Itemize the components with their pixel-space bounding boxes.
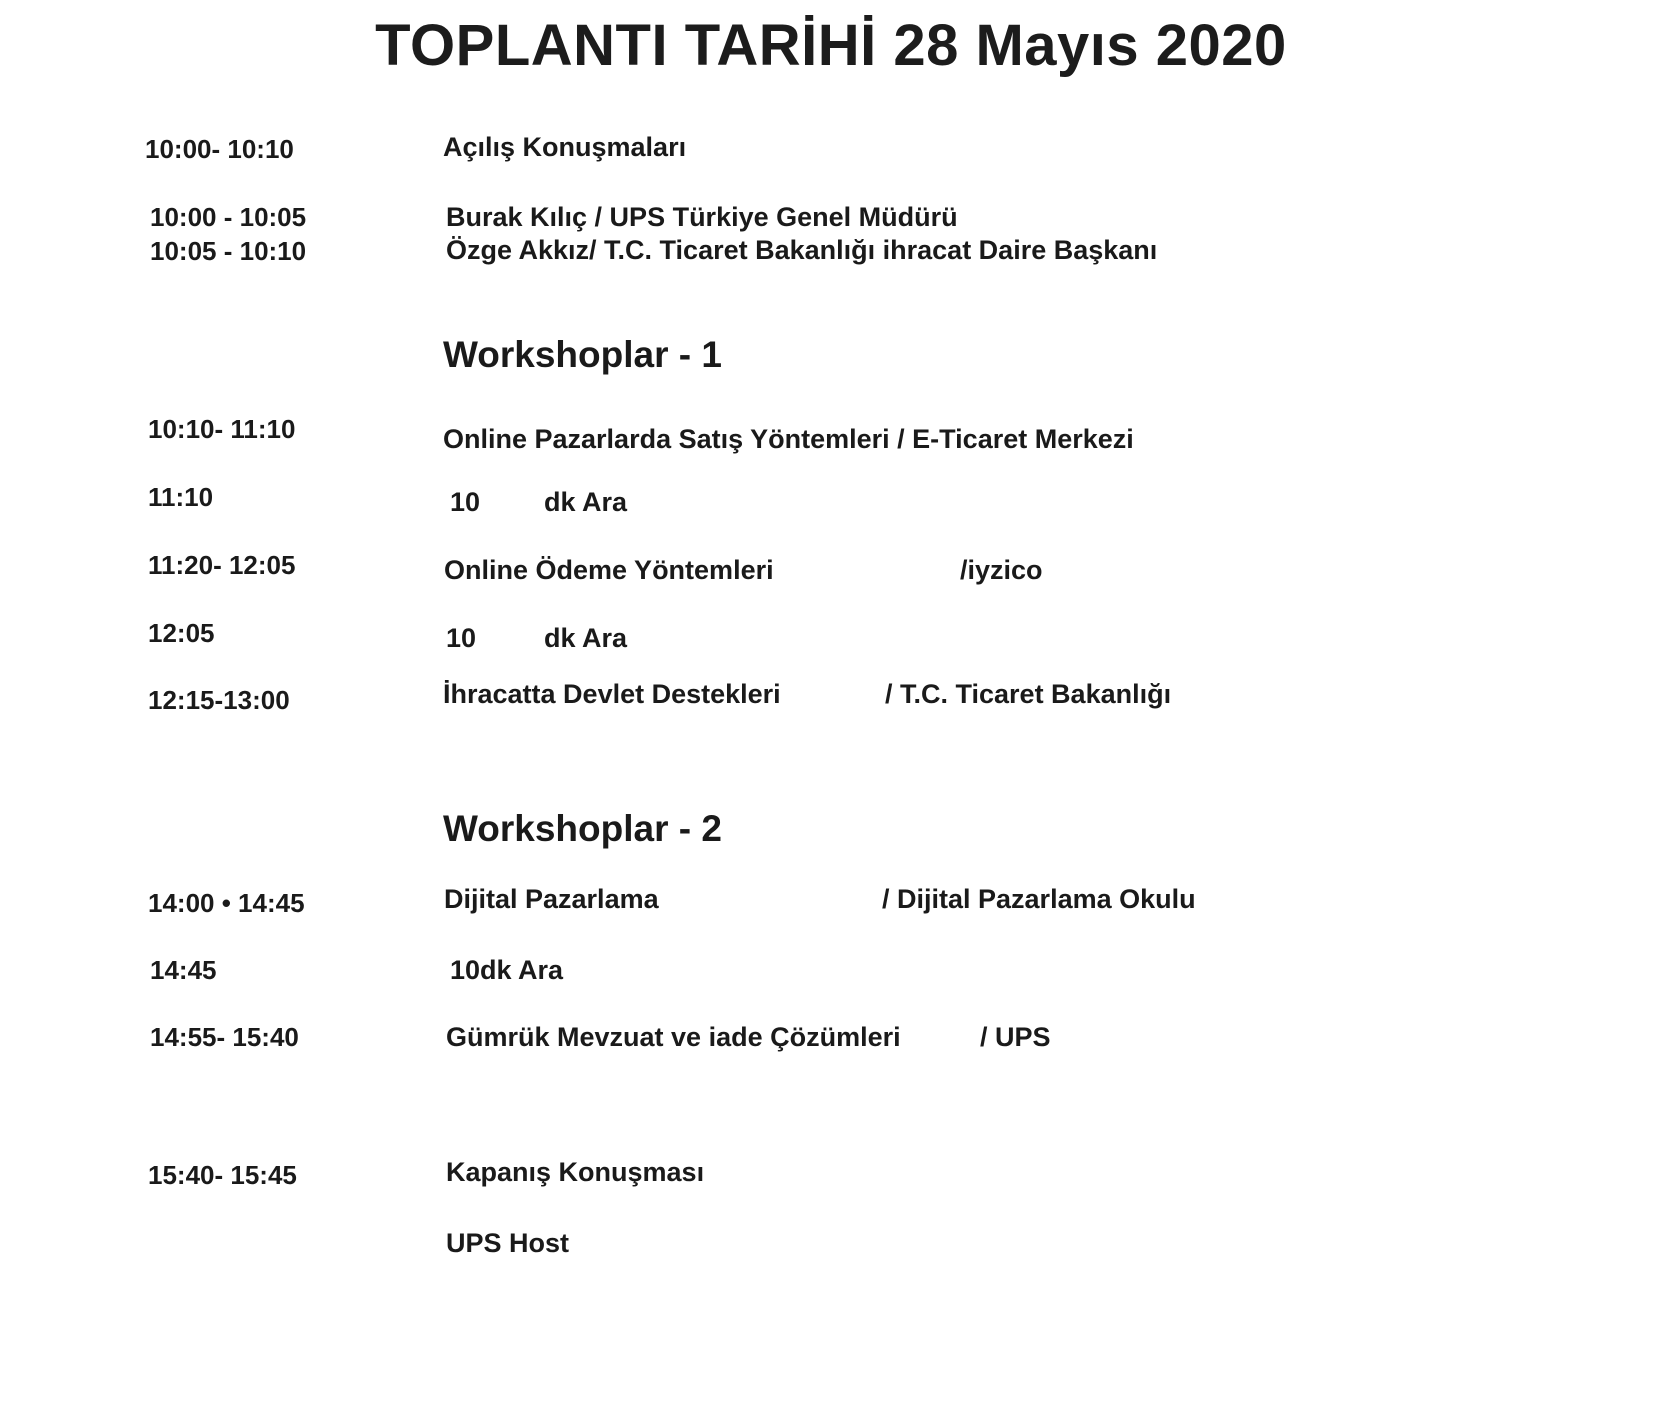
session-partner: /iyzico [960, 555, 1043, 585]
session-time: 11:10 [148, 482, 214, 512]
session-time: 11:20- 12:05 [148, 550, 296, 580]
break-label: dk Ara [544, 487, 628, 517]
session-label: Dijital Pazarlama [444, 884, 659, 914]
session-time: 14:00 • 14:45 [148, 888, 305, 918]
break-label: 10dk Ara [450, 955, 564, 985]
session-label: Online Pazarlarda Satış Yöntemleri / E-Ticaret Merkezi [443, 424, 1134, 454]
session-time: 14:45 [150, 955, 217, 985]
session-time: 10:10- 11:10 [148, 414, 296, 444]
session-time: 14:55- 15:40 [150, 1022, 299, 1052]
opening-time: 10:00- 10:10 [145, 134, 294, 164]
session-partner: / Dijital Pazarlama Okulu [882, 884, 1196, 914]
speaker-label: Burak Kılıç / UPS Türkiye Genel Müdürü [446, 202, 958, 232]
break-label: dk Ara [544, 623, 628, 653]
closing-host: UPS Host [446, 1228, 570, 1258]
session-partner: / T.C. Ticaret Bakanlığı [885, 679, 1172, 709]
closing-label: Kapanış Konuşması [446, 1157, 705, 1187]
break-duration: 10 [446, 623, 477, 653]
section-heading-workshops-1: Workshoplar - 1 [443, 334, 722, 375]
opening-label: Açılış Konuşmaları [443, 132, 687, 162]
session-label: Online Ödeme Yöntemleri [444, 555, 774, 585]
session-label: İhracatta Devlet Destekleri [443, 679, 781, 709]
session-time: 12:05 [148, 618, 215, 648]
closing-time: 15:40- 15:45 [148, 1160, 297, 1190]
speaker-time: 10:05 - 10:10 [150, 236, 307, 266]
break-duration: 10 [450, 487, 481, 517]
speaker-time: 10:00 - 10:05 [150, 202, 307, 232]
session-partner: / UPS [980, 1022, 1051, 1052]
page-title: TOPLANTI TARİHİ 28 Mayıs 2020 [375, 13, 1287, 78]
speaker-label: Özge Akkız/ T.C. Ticaret Bakanlığı ihracat Daire Başkanı [446, 235, 1158, 265]
section-heading-workshops-2: Workshoplar - 2 [443, 808, 722, 849]
session-time: 12:15-13:00 [148, 685, 290, 715]
session-label: Gümrük Mevzuat ve iade Çözümleri [446, 1022, 901, 1052]
